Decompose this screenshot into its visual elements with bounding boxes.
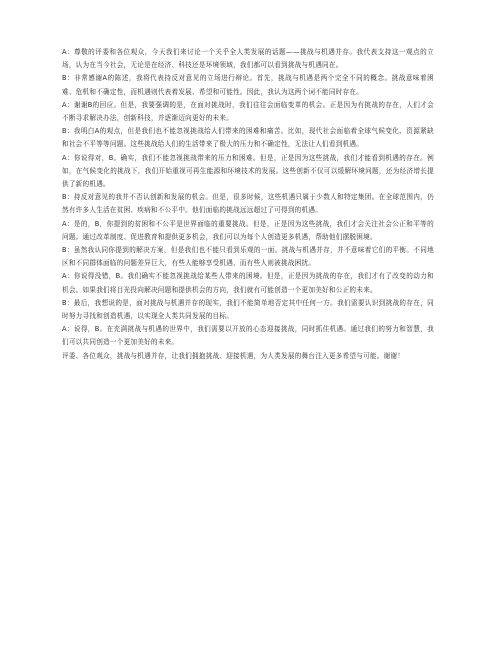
paragraph-closing: 评委、各位观众，挑战与机遇并存，让我们拥抱挑战、迎接机遇，为人类发展的舞台注入更多希望与可能。谢谢！ bbox=[62, 351, 405, 360]
paragraph-b-inequality: B：持反对意见的我并不否认创新和发展的机会。但是，很多时候，这些机遇只属于少数人和特定集团。在全球范围内，仍然有许多人生活在贫困、疾病和不公平中。他们面临的挑战远远超过了可得到的机遇。 bbox=[62, 193, 434, 215]
paragraph-a-conclusion: A：说得，B。在充满挑战与机遇的世界中，我们需要以开放的心态迎接挑战，同时抓住机遇。通过我们的努力和智慧，我们可以共同创造一个更加美好的未来。 bbox=[62, 325, 434, 347]
paragraph-a-opening: A：尊敬的评委和各位观众，今天我们来讨论一个关乎全人类发展的话题——挑战与机遇并存。我代表支持这一观点的立场，认为在当今社会，无论是在经济、科技还是环境领域，我们都可以看到挑战与机遇同在。 bbox=[62, 48, 434, 70]
paragraph-b-conclusion: B：最后，我想说的是，面对挑战与机遇并存的现实，我们不能简单地否定其中任何一方。我们需要认识到挑战的存在，同时努力寻找和创造机遇，以实现全人类共同发展的目标。 bbox=[62, 298, 434, 321]
paragraph-b-rebuttal: B：非常感谢A的陈述，我将代表持反对意见的立场进行辩论。首先，挑战与机遇是两个完全不同的概念。挑战意味着困难、危机和不确定性，而机遇则代表着发展、希望和可能性。因此，我认为这两个词不能同时存在。 bbox=[62, 74, 434, 96]
paragraph-a-motivation: A：你说得没错，B。我们确实不能忽视挑战给某些人带来的困境。但是，正是因为挑战的存在，我们才有了改变的动力和机会。如果我们将目光投向解决问题和提供机会的方向，我们就有可能创造一个更加美好和公正的未来。 bbox=[62, 272, 434, 294]
paragraph-b-difficulties: B：我明白A的观点，但是我们也不能忽视挑战给人们带来的困难和痛苦。比如，现代社会面临着全球气候变化、资源紧缺和社会不平等等问题。这些挑战给人们的生活带来了极大的压力和不确定性，无法让人们看到机遇。 bbox=[62, 127, 434, 149]
paragraph-a-innovation: A：你说得对，B。确实，我们不能忽视挑战带来的压力和困难。但是，正是因为这些挑战，我们才能看到机遇的存在。例如，在气候变化的挑战下，我们开始重视可再生能源和环境技术的发展。这些创新不仅可以缓解环境问题，还为经济增长提供了新的机遇。 bbox=[62, 153, 434, 189]
paragraph-b-balance: B：虽然我认同你提到的解决方案，但是我们也不能只看到乐观的一面。挑战与机遇并存，并不意味着它们的平衡。不同地区和不同群体面临的问题差异巨大，有些人能够享受机遇，而有些人则被挑战困扰。 bbox=[62, 246, 434, 268]
document-page bbox=[62, 46, 434, 363]
paragraph-a-justice: A：是的，B，你提到的贫困和不公平是世界面临的重要挑战。但是，正是因为这些挑战，我们才会关注社会公正和平等的问题。通过改革制度、促进教育和提供更多机会，我们可以为每个人创造更多机遇，帮助他们摆脱困境。 bbox=[62, 219, 434, 241]
paragraph-a-response: A：谢谢B的回应。但是，我要强调的是，在面对挑战时，我们往往会面临变革的机会。正是因为有挑战的存在，人们才会不断寻求解决办法，创新科技，并逐渐迈向更好的未来。 bbox=[62, 100, 434, 123]
